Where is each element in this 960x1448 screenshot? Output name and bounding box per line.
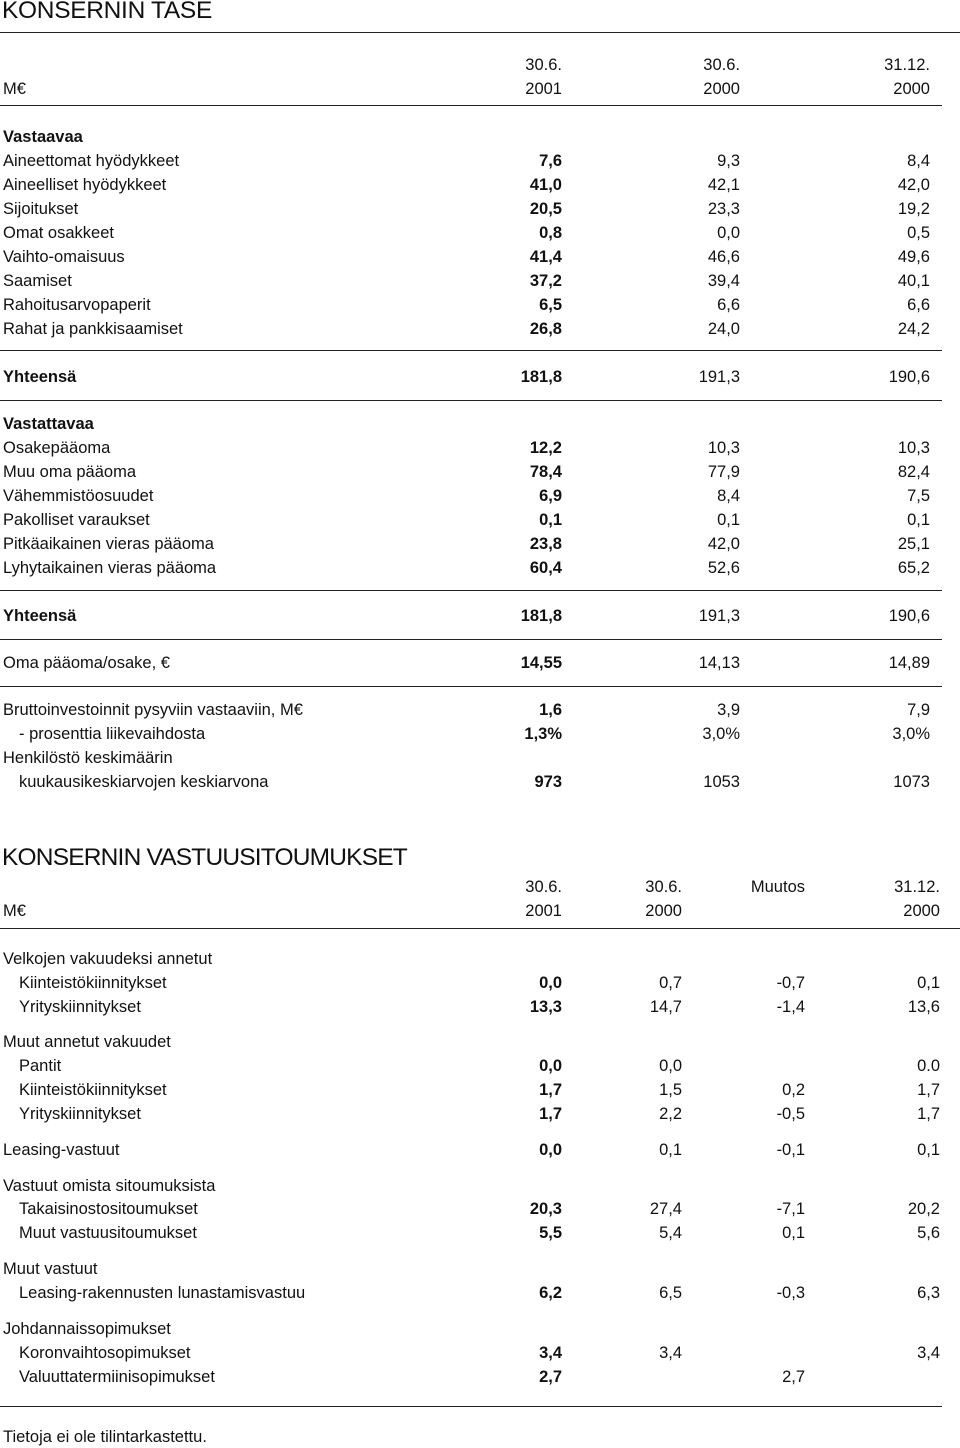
- asset-value-yearend: 8,4: [907, 152, 930, 170]
- col-header-yearend-date: 31.12.: [884, 56, 930, 74]
- liability-value-yearend: 7,5: [907, 487, 930, 505]
- commitment-label: Koronvaihtosopimukset: [19, 1344, 191, 1362]
- commitment-2001: 13,3: [529, 998, 562, 1016]
- asset-value-2001: 26,8: [529, 320, 562, 338]
- commitment-yearend: 6,3: [917, 1284, 940, 1302]
- liability-label: Vähemmistöosuudet: [3, 487, 154, 505]
- asset-label: Aineettomat hyödykkeet: [3, 152, 180, 170]
- commitment-group-heading: Vastuut omista sitoumuksista: [3, 1177, 216, 1195]
- capex-pct-yearend: 3,0%: [892, 725, 930, 743]
- liability-value-yearend: 0,1: [907, 511, 930, 529]
- asset-label: Omat osakkeet: [3, 224, 114, 242]
- commitment-change: -0,5: [776, 1105, 805, 1123]
- asset-value-2000: 46,6: [707, 248, 740, 266]
- commitment-2000: 0,7: [659, 974, 682, 992]
- commitment-change: -1,4: [776, 998, 805, 1016]
- capex-2000: 3,9: [717, 701, 740, 719]
- commitment-yearend: 0.0: [917, 1057, 940, 1075]
- commitment-2001: 0,0: [539, 1057, 562, 1075]
- commitment-yearend: 5,6: [917, 1224, 940, 1242]
- commitments-title: KONSERNIN VASTUUSITOUMUKSET: [2, 844, 407, 871]
- liability-label: Muu oma pääoma: [3, 463, 136, 481]
- asset-value-yearend: 49,6: [897, 248, 930, 266]
- capex-pct-2001: 1,3%: [524, 725, 562, 743]
- asset-value-yearend: 19,2: [897, 200, 930, 218]
- liability-value-2000: 10,3: [707, 439, 740, 457]
- equity-per-share-2001: 14,55: [520, 654, 562, 672]
- asset-label: Vaihto-omaisuus: [3, 248, 125, 266]
- commitment-label: Leasing-rakennusten lunastamisvastuu: [19, 1284, 306, 1302]
- liability-value-2000: 0,1: [717, 511, 740, 529]
- capex-pct-2000: 3,0%: [702, 725, 740, 743]
- title-divider: [0, 32, 960, 33]
- liability-value-2001: 23,8: [529, 535, 562, 553]
- asset-value-2001: 20,5: [529, 200, 562, 218]
- assets-total-bottom-divider: [0, 400, 942, 401]
- c-col-header-yearend-date: 31.12.: [894, 878, 940, 896]
- commitment-label: Pantit: [19, 1057, 62, 1075]
- liability-value-2000: 52,6: [707, 559, 740, 577]
- asset-value-yearend: 42,0: [897, 176, 930, 194]
- commitment-2000: 0,0: [659, 1057, 682, 1075]
- liabilities-total-divider: [0, 590, 942, 591]
- liabilities-total-2001: 181,8: [520, 607, 562, 625]
- personnel-yearend: 1073: [893, 773, 930, 791]
- assets-total-divider: [0, 350, 942, 351]
- commitment-2001: 6,2: [539, 1284, 562, 1302]
- equity-per-share-2000: 14,13: [698, 654, 740, 672]
- commitment-2001: 5,5: [539, 1224, 562, 1242]
- equity-per-share-yearend: 14,89: [888, 654, 930, 672]
- footnote: Tietoja ei ole tilintarkastettu.: [3, 1428, 207, 1446]
- col-header-2001-year: 2001: [525, 80, 562, 98]
- asset-value-2000: 0,0: [717, 224, 740, 242]
- commitment-group-heading: Johdannaissopimukset: [3, 1320, 171, 1338]
- liability-label: Pakolliset varaukset: [3, 511, 150, 529]
- commitment-2001: 1,7: [539, 1081, 562, 1099]
- commitment-group-heading: Velkojen vakuudeksi annetut: [3, 950, 213, 968]
- liability-value-2000: 77,9: [707, 463, 740, 481]
- liability-value-yearend: 25,1: [897, 535, 930, 553]
- liability-value-2000: 42,0: [707, 535, 740, 553]
- equity-per-share-label: Oma pääoma/osake, €: [3, 654, 170, 672]
- commitment-yearend: 1,7: [917, 1081, 940, 1099]
- commitment-group-heading: Muut vastuut: [3, 1260, 98, 1278]
- leasing-label: Leasing-vastuut: [3, 1141, 120, 1159]
- liabilities-heading: Vastattavaa: [3, 415, 94, 433]
- commitment-change: -0,3: [776, 1284, 805, 1302]
- asset-value-2000: 9,3: [717, 152, 740, 170]
- balance-title: KONSERNIN TASE: [2, 0, 212, 24]
- commitment-2001: 3,4: [539, 1344, 562, 1362]
- asset-label: Sijoitukset: [3, 200, 79, 218]
- commitment-2000: 2,2: [659, 1105, 682, 1123]
- commitment-label: Valuuttatermiinisopimukset: [19, 1368, 215, 1386]
- asset-label: Rahat ja pankkisaamiset: [3, 320, 183, 338]
- commitment-yearend: 3,4: [917, 1344, 940, 1362]
- footnote-divider: [0, 1406, 942, 1407]
- commitment-label: Kiinteistökiinnitykset: [19, 974, 167, 992]
- commitment-2000: 3,4: [659, 1344, 682, 1362]
- asset-label: Rahoitusarvopaperit: [3, 296, 151, 314]
- commitment-group-heading: Muut annetut vakuudet: [3, 1033, 171, 1051]
- liability-label: Lyhytaikainen vieras pääoma: [3, 559, 217, 577]
- assets-total-label: Yhteensä: [3, 368, 77, 386]
- c-col-header-2001-year: 2001: [525, 902, 562, 920]
- assets-total-2001: 181,8: [520, 368, 562, 386]
- commitment-change: -7,1: [776, 1200, 805, 1218]
- asset-value-2000: 24,0: [707, 320, 740, 338]
- asset-value-2001: 37,2: [529, 272, 562, 290]
- asset-value-2001: 41,4: [529, 248, 562, 266]
- assets-total-2000: 191,3: [698, 368, 740, 386]
- equity-divider: [0, 686, 942, 687]
- unit-label: M€: [3, 80, 26, 98]
- personnel-label: kuukausikeskiarvojen keskiarvona: [19, 773, 269, 791]
- commitment-yearend: 1,7: [917, 1105, 940, 1123]
- liability-label: Pitkäaikainen vieras pääoma: [3, 535, 214, 553]
- assets-total-yearend: 190,6: [888, 368, 930, 386]
- liabilities-total-2000: 191,3: [698, 607, 740, 625]
- asset-value-2000: 42,1: [707, 176, 740, 194]
- commitment-change: -0,7: [776, 974, 805, 992]
- commitment-yearend: 13,6: [907, 998, 940, 1016]
- asset-value-yearend: 24,2: [897, 320, 930, 338]
- leasing-2001: 0,0: [539, 1141, 562, 1159]
- asset-label: Aineelliset hyödykkeet: [3, 176, 167, 194]
- commitment-yearend: 0,1: [917, 974, 940, 992]
- asset-value-2001: 0,8: [539, 224, 562, 242]
- leasing-yearend: 0,1: [917, 1141, 940, 1159]
- col-header-2000-year: 2000: [703, 80, 740, 98]
- liability-value-2001: 6,9: [539, 487, 562, 505]
- c-header-divider: [0, 928, 960, 929]
- liability-value-2001: 12,2: [529, 439, 562, 457]
- commitment-2000: 6,5: [659, 1284, 682, 1302]
- col-header-2001-date: 30.6.: [525, 56, 562, 74]
- asset-value-yearend: 40,1: [897, 272, 930, 290]
- commitment-2001: 1,7: [539, 1105, 562, 1123]
- asset-value-2000: 23,3: [707, 200, 740, 218]
- asset-value-2000: 6,6: [717, 296, 740, 314]
- commitment-label: Yrityskiinnitykset: [19, 1105, 141, 1123]
- c-col-header-2001-date: 30.6.: [525, 878, 562, 896]
- col-header-yearend-year: 2000: [893, 80, 930, 98]
- col-header-2000-date: 30.6.: [703, 56, 740, 74]
- assets-heading: Vastaavaa: [3, 128, 83, 146]
- commitment-2000: 27,4: [649, 1200, 682, 1218]
- asset-value-2001: 41,0: [529, 176, 562, 194]
- asset-value-yearend: 6,6: [907, 296, 930, 314]
- liability-value-2001: 0,1: [539, 511, 562, 529]
- liabilities-total-bottom-divider: [0, 639, 942, 640]
- liability-value-yearend: 65,2: [897, 559, 930, 577]
- asset-value-2000: 39,4: [707, 272, 740, 290]
- capex-label: Bruttoinvestoinnit pysyviin vastaaviin, M€: [3, 701, 303, 719]
- commitment-change: 0,1: [782, 1224, 805, 1242]
- commitment-yearend: 20,2: [907, 1200, 940, 1218]
- commitment-2000: 5,4: [659, 1224, 682, 1242]
- asset-value-2001: 7,6: [539, 152, 562, 170]
- leasing-2000: 0,1: [659, 1141, 682, 1159]
- commitment-2001: 0,0: [539, 974, 562, 992]
- commitment-change: 2,7: [782, 1368, 805, 1386]
- capex-pct-label: - prosenttia liikevaihdosta: [19, 725, 206, 743]
- liability-value-yearend: 10,3: [897, 439, 930, 457]
- header-divider: [0, 105, 942, 106]
- commitment-label: Kiinteistökiinnitykset: [19, 1081, 167, 1099]
- asset-value-2001: 6,5: [539, 296, 562, 314]
- commitment-label: Takaisinostositoumukset: [19, 1200, 198, 1218]
- commitment-label: Muut vastuusitoumukset: [19, 1224, 197, 1242]
- personnel-2000: 1053: [703, 773, 740, 791]
- commitment-2000: 14,7: [649, 998, 682, 1016]
- c-col-header-yearend-year: 2000: [903, 902, 940, 920]
- c-col-header-change: Muutos: [750, 878, 805, 896]
- leasing-change: -0,1: [776, 1141, 805, 1159]
- liability-value-2001: 60,4: [529, 559, 562, 577]
- commitment-change: 0,2: [782, 1081, 805, 1099]
- liability-value-yearend: 82,4: [897, 463, 930, 481]
- c-col-header-2000-date: 30.6.: [645, 878, 682, 896]
- liabilities-total-yearend: 190,6: [888, 607, 930, 625]
- liability-value-2001: 78,4: [529, 463, 562, 481]
- c-unit-label: M€: [3, 902, 26, 920]
- commitment-2000: 1,5: [659, 1081, 682, 1099]
- commitment-label: Yrityskiinnitykset: [19, 998, 141, 1016]
- c-col-header-2000-year: 2000: [645, 902, 682, 920]
- personnel-heading: Henkilöstö keskimäärin: [3, 749, 173, 767]
- liabilities-total-label: Yhteensä: [3, 607, 77, 625]
- capex-2001: 1,6: [539, 701, 562, 719]
- asset-value-yearend: 0,5: [907, 224, 930, 242]
- capex-yearend: 7,9: [907, 701, 930, 719]
- asset-label: Saamiset: [3, 272, 72, 290]
- commitment-2001: 20,3: [529, 1200, 562, 1218]
- personnel-2001: 973: [534, 773, 562, 791]
- liability-value-2000: 8,4: [717, 487, 740, 505]
- liability-label: Osakepääoma: [3, 439, 111, 457]
- commitment-2001: 2,7: [539, 1368, 562, 1386]
